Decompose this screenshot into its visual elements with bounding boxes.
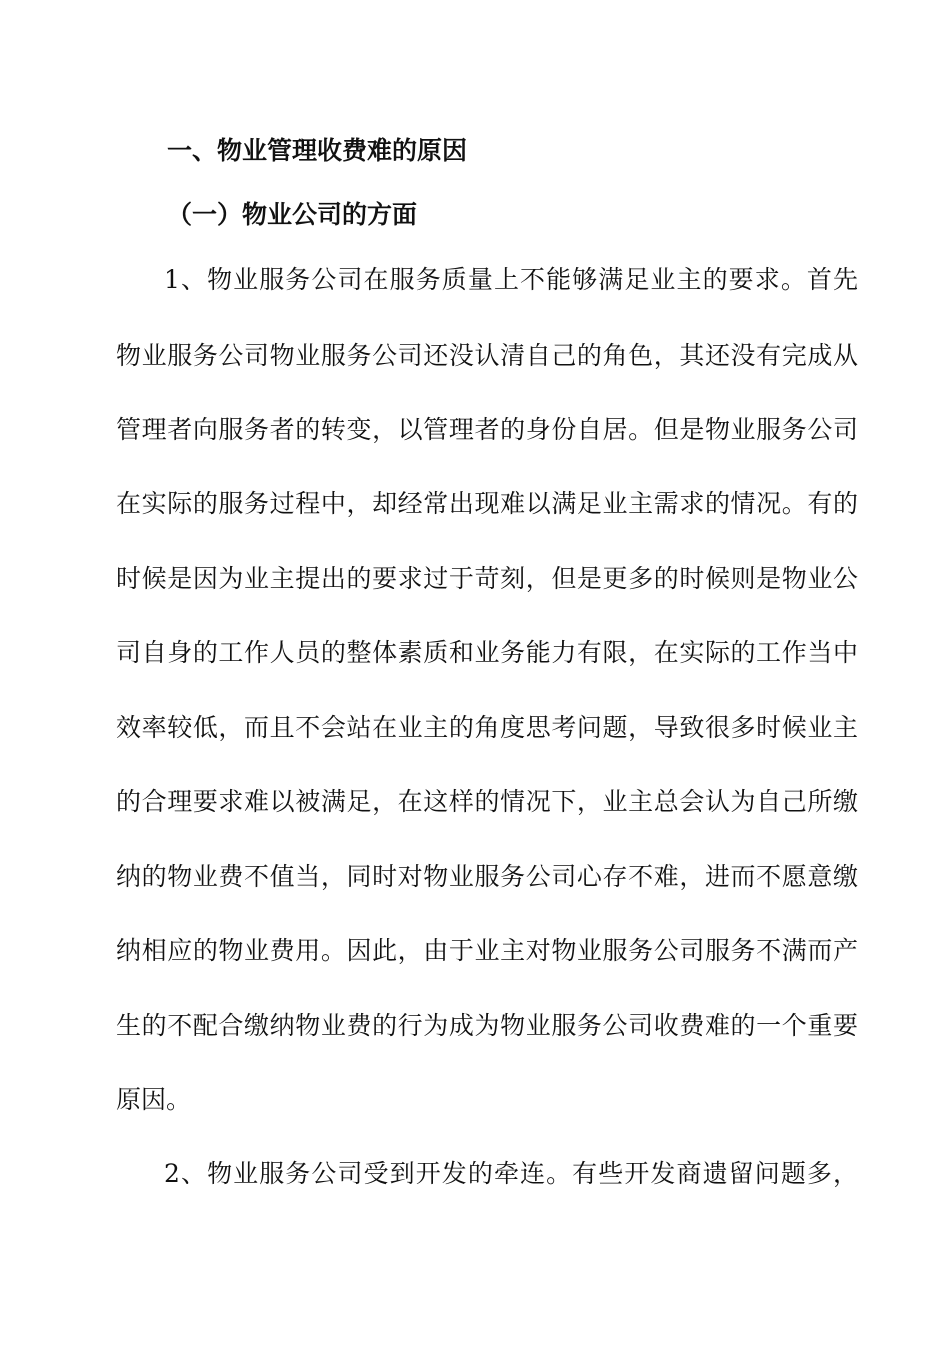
paragraph-1-line: 效率较低，而且不会站在业主的角度思考问题，导致很多时候业主 [116, 713, 858, 742]
paragraph-1-line: 管理者向服务者的转变，以管理者的身份自居。但是物业服务公司 [116, 415, 858, 444]
paragraph-1-line: 的合理要求难以被满足，在这样的情况下，业主总会认为自己所缴 [116, 787, 858, 816]
paragraph-1-line: 生的不配合缴纳物业费的行为成为物业服务公司收费难的一个重要 [116, 1011, 858, 1040]
paragraph-2-line: 2、物业服务公司受到开发的牵连。有些开发商遗留问题多， [164, 1159, 858, 1188]
subsection-heading: （一）物业公司的方面 [167, 200, 418, 229]
section-heading: 一、物业管理收费难的原因 [167, 136, 468, 165]
paragraph-1-line: 1、物业服务公司在服务质量上不能够满足业主的要求。首先 [164, 265, 858, 294]
paragraph-1-line: 在实际的服务过程中，却经常出现难以满足业主需求的情况。有的 [116, 489, 858, 518]
paragraph-1-line: 时候是因为业主提出的要求过于苛刻，但是更多的时候则是物业公 [116, 564, 858, 593]
paragraph-1-line: 原因。 [116, 1085, 192, 1114]
paragraph-1-line: 司自身的工作人员的整体素质和业务能力有限，在实际的工作当中 [116, 638, 858, 667]
paragraph-1-line: 物业服务公司物业服务公司还没认清自己的角色，其还没有完成从 [116, 341, 858, 370]
paragraph-1-line: 纳相应的物业费用。因此，由于业主对物业服务公司服务不满而产 [116, 936, 858, 965]
paragraph-1-line: 纳的物业费不值当，同时对物业服务公司心存不难，进而不愿意缴 [116, 862, 858, 891]
